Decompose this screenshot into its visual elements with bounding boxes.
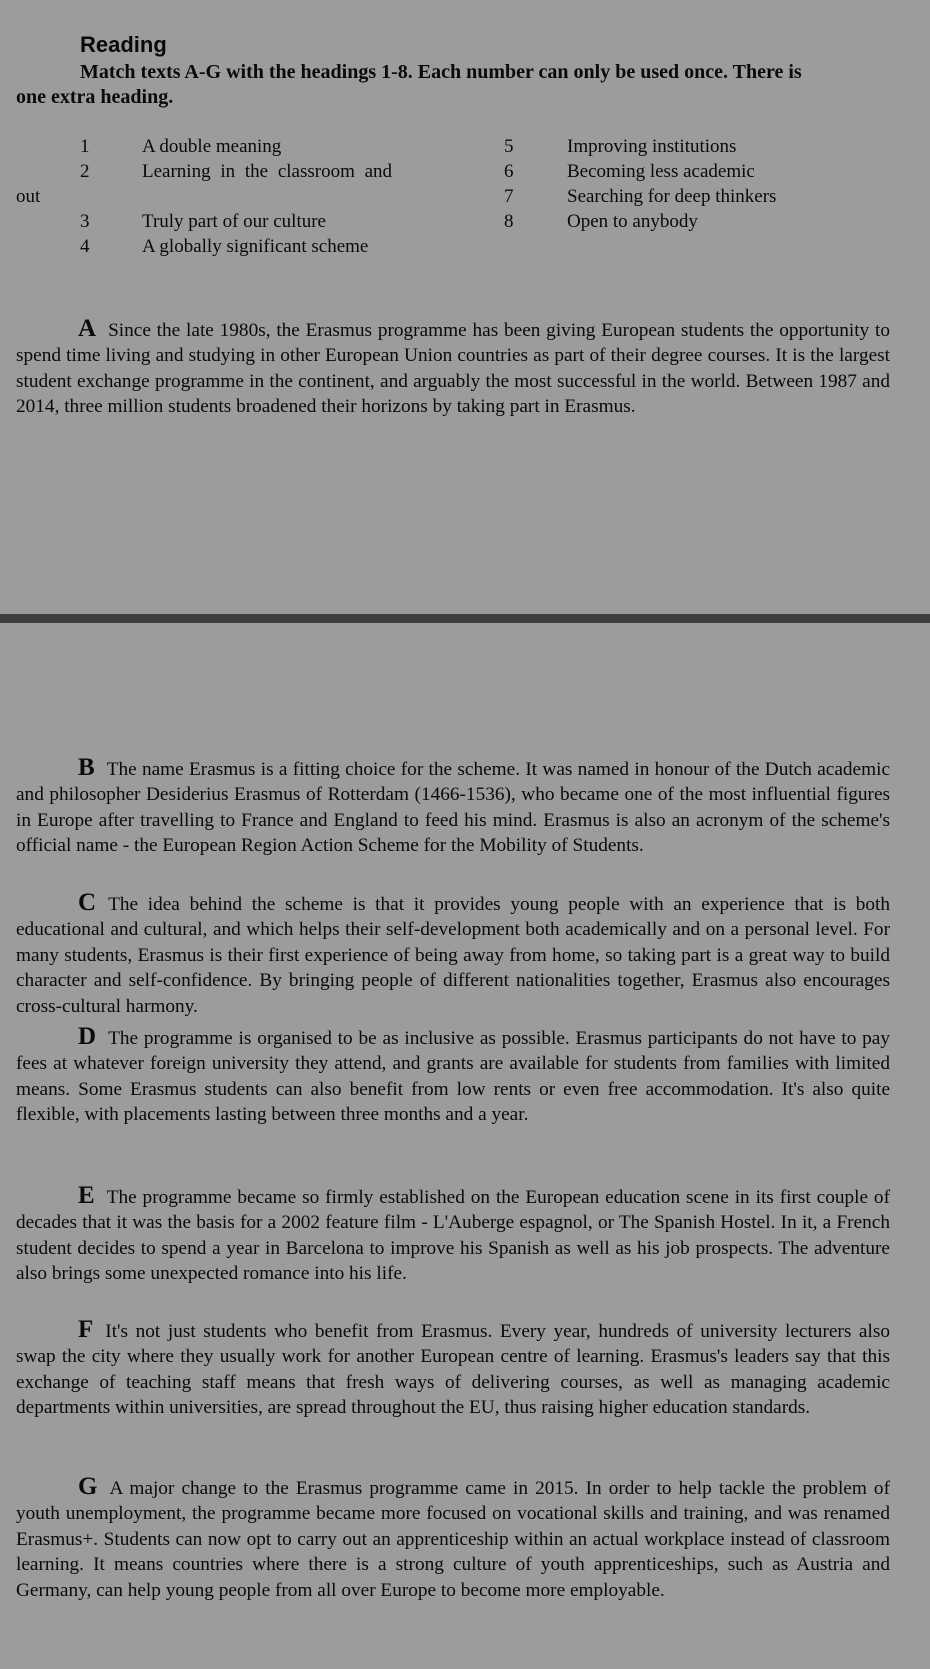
heading-number: 6 <box>504 161 514 182</box>
text-e-body: The programme became so firmly established on the European education scene in its first couple of decades that it was the basis for a 2002 feature film - L'Auberge espagnol, or The Spanish Hostel. In it, a French student decides to spend a year in Barcelona to improve his Spanish as well as his job prospects. The adventure also brings some unexpected romance into his life. <box>16 1187 890 1285</box>
text-a-letter: A <box>78 315 97 342</box>
section-title: Reading <box>80 32 167 57</box>
text-d-body: The programme is organised to be as inclusive as possible. Erasmus participants do not have to pay fees at whatever foreign university they attend, and grants are available for students from families with limited means. Some Erasmus students can also benefit from low rents or even free accommodation. It's also quite flexible, with placements lasting between three months and a year. <box>16 1028 890 1126</box>
text-a-body: Since the late 1980s, the Erasmus programme has been giving European students the opportunity to spend time living and studying in other European Union countries as part of their degree courses. It is the largest student exchange programme in the continent, and arguably the most successful in the world. Between 1987 and 2014, three million students broadened their horizons by taking part in Erasmus. <box>16 320 890 418</box>
text-b-body: The name Erasmus is a fitting choice for the scheme. It was named in honour of the Dutch academic and philosopher Desiderius Erasmus of Rotterdam (1466-1536), who became one of the most influential figures in Europe after travelling to France and England to feed his mind. Erasmus is also an acronym of the scheme's official name - the European Region Action Scheme for the Mobility of Students. <box>16 759 890 857</box>
heading-text: A globally significant scheme <box>142 236 369 257</box>
heading-number: 2 <box>80 161 90 182</box>
heading-number: 7 <box>504 186 514 207</box>
text-e-paragraph <box>16 1183 890 1287</box>
text-f-body: It's not just students who benefit from Erasmus. Every year, hundreds of university lecturers also swap the city where they usually work for another European centre of learning. Erasmus's leaders say that this exchange of teaching staff means that fresh ways of delivering courses, as well as managing academic departments within universities, are spread throughout the EU, thus raising higher education standards. <box>16 1321 890 1419</box>
heading-text: Searching for deep thinkers <box>567 186 777 207</box>
heading-number: 5 <box>504 136 514 157</box>
text-c-body: The idea behind the scheme is that it provides young people with an experience that is both educational and cultural, and which helps their self-development both academically and on a personal level. For many students, Erasmus is their first experience of being away from home, so taking part is a great way to build character and self-confidence. By bringing people of different nationalities together, Erasmus also encourages cross-cultural harmony. <box>16 894 890 1017</box>
text-g-paragraph <box>16 1474 890 1603</box>
instructions-line-1: Match texts A-G with the headings 1-8. Each number can only be used once. There is <box>80 61 802 83</box>
instructions-line-2: one extra heading. <box>16 86 174 108</box>
text-e-letter: E <box>78 1182 95 1209</box>
heading-number: 8 <box>504 211 514 232</box>
heading-text: Open to anybody <box>567 211 698 232</box>
heading-text: Improving institutions <box>567 136 737 157</box>
heading-text: Truly part of our culture <box>142 211 326 232</box>
text-a-paragraph <box>16 316 890 420</box>
text-f-letter: F <box>78 1316 94 1343</box>
heading-number: 3 <box>80 211 90 232</box>
text-d-paragraph <box>16 1024 890 1128</box>
heading-text-wrap: out <box>16 186 41 207</box>
heading-text: Becoming less academic <box>567 161 755 182</box>
text-d-letter: D <box>78 1023 97 1050</box>
text-b-letter: B <box>78 754 95 781</box>
text-f-paragraph <box>16 1317 890 1421</box>
text-g-body: A major change to the Erasmus programme came in 2015. In order to help tackle the problem of youth unemployment, the programme became more focused on vocational skills and training, and was renamed Erasmus+. Students can now opt to carry out an apprenticeship within an actual workplace instead of classroom learning. It means countries where there is a strong culture of youth apprenticeships, such as Austria and Germany, can help young people from all over Europe to become more employable. <box>16 1478 890 1601</box>
page-divider <box>0 614 930 623</box>
text-c-letter: C <box>78 889 97 916</box>
text-g-letter: G <box>78 1473 98 1500</box>
text-c-paragraph <box>16 890 890 1019</box>
text-b-paragraph <box>16 755 890 859</box>
heading-text: Learning in the classroom and <box>142 161 393 182</box>
heading-number: 4 <box>80 236 90 257</box>
heading-text: A double meaning <box>142 136 282 157</box>
heading-number: 1 <box>80 136 90 157</box>
